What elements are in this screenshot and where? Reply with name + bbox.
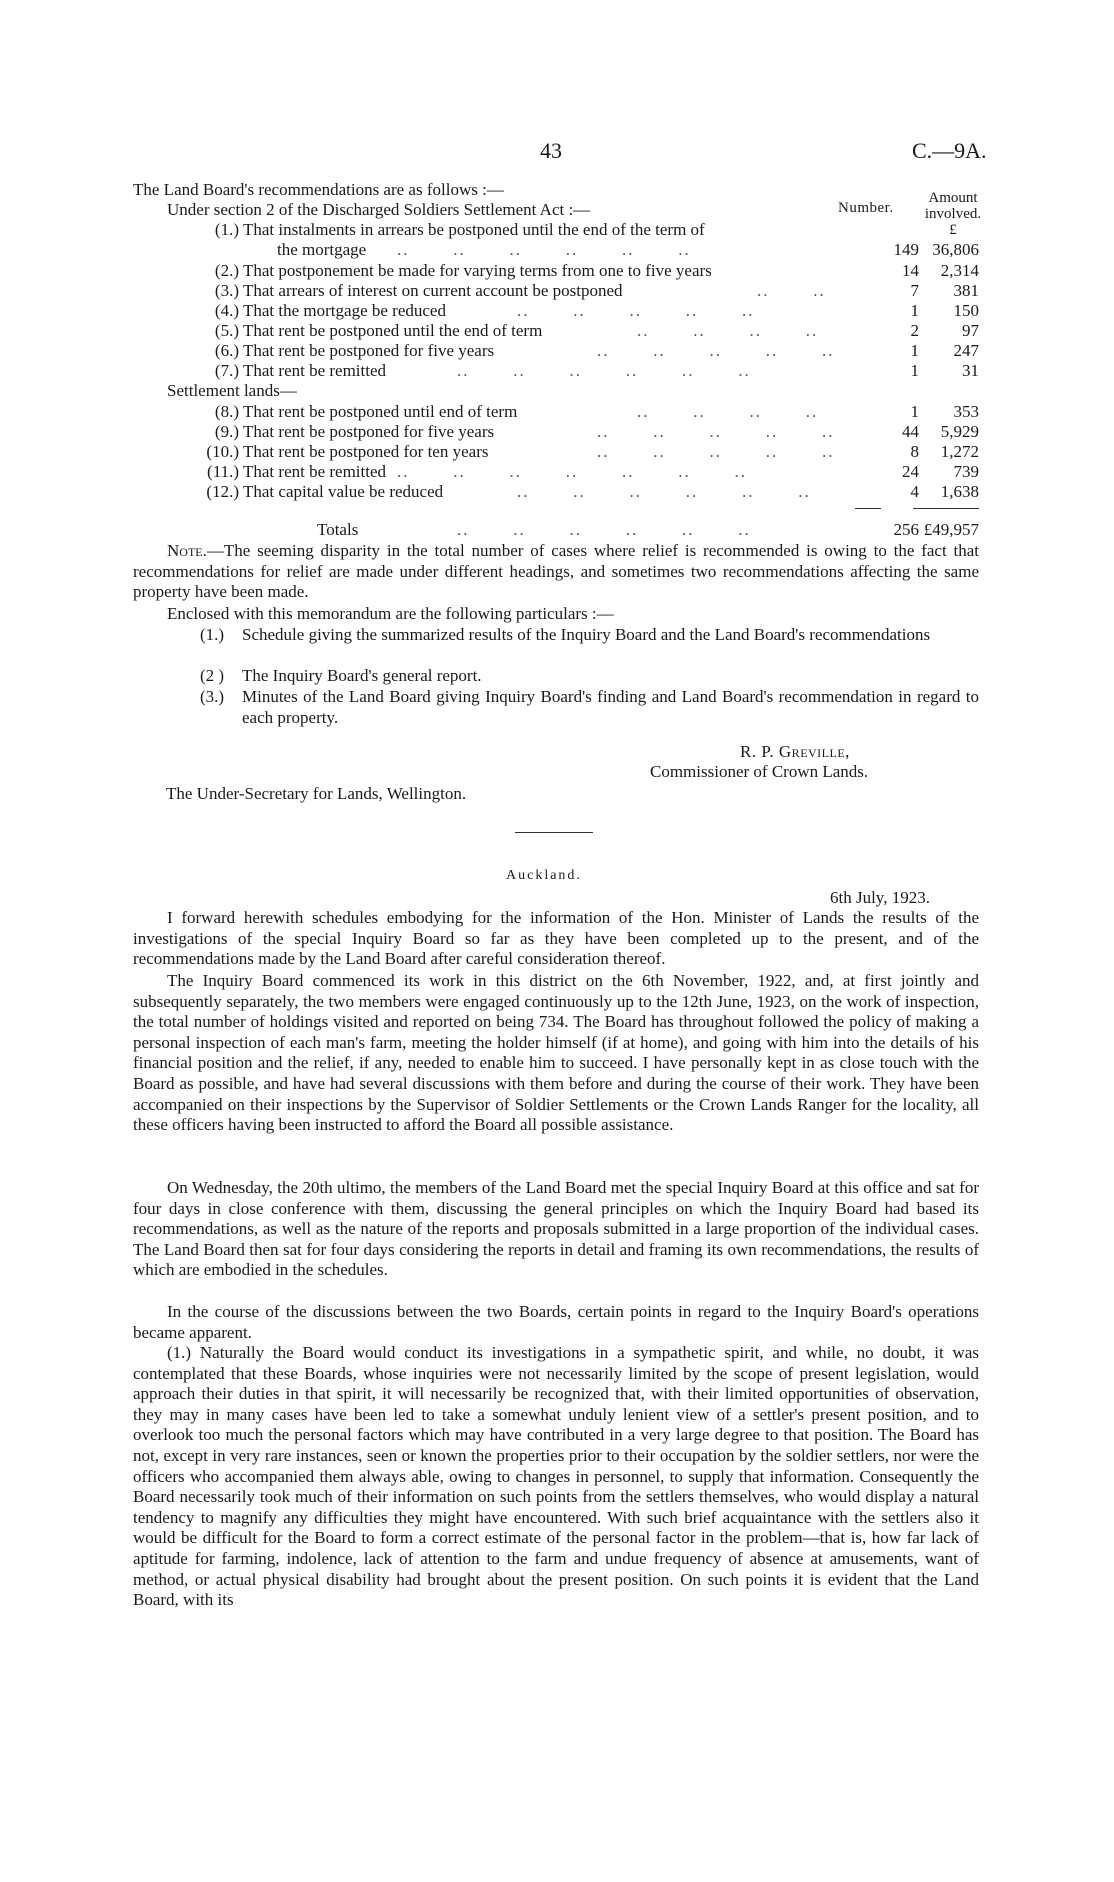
row-number: (11.) (207, 462, 239, 481)
note-paragraph (133, 541, 979, 603)
enclosed-item-number: (3.) (200, 687, 225, 706)
row-count: 8 (910, 442, 919, 461)
table-row (133, 261, 979, 281)
dot-leader: .. .. .. .. .. .. .. (397, 462, 747, 481)
row-number: (5.) (214, 321, 239, 340)
note-label: Note. (167, 541, 207, 560)
row-amount: 5,929 (940, 422, 979, 441)
row-text: That arrears of interest on current account be postponed (243, 281, 623, 300)
row-amount: 353 (953, 402, 979, 421)
totals-amount: £49,957 (923, 520, 979, 539)
row-amount: 739 (953, 462, 979, 481)
enclosed-item-text: Schedule giving the summarized results of the Inquiry Board and the Land Board's recommendations (242, 625, 931, 644)
row-text: That rent be postponed for five years (243, 341, 495, 360)
row-count: 7 (910, 281, 919, 300)
row-amount: 97 (962, 321, 979, 340)
enclosed-item-number: (1.) (200, 625, 225, 644)
row-amount: 1,272 (940, 442, 979, 461)
row-text: That capital value be reduced (243, 482, 444, 501)
row-amount: 2,314 (940, 261, 979, 280)
row-amount: 31 (962, 361, 979, 380)
row-count: 1 (910, 402, 919, 421)
page-number: 43 (540, 138, 562, 163)
row-count: 149 (893, 240, 919, 259)
note-text: —The seeming disparity in the total number of cases where relief is recommended is owing to the fact that recommendations for relief are made under different headings, and sometimes two recommendations affecting the same property have been made. (133, 541, 979, 602)
table-row (133, 462, 979, 482)
dot-leader: .. .. .. .. (637, 402, 819, 421)
table-row (133, 341, 979, 361)
row-text: That rent be remitted (243, 361, 387, 380)
dot-leader: .. .. (757, 281, 826, 300)
signature-name: R. P. Greville, (740, 742, 850, 761)
totals-row (133, 520, 979, 540)
enclosed-item-number: (2 ) (200, 666, 225, 685)
row-number: (6.) (214, 341, 239, 360)
dot-leader: .. .. .. .. .. .. (457, 361, 751, 380)
row-number: (9.) (214, 422, 239, 441)
row-text: That rent be postponed until the end of term (243, 321, 543, 340)
column-header-amount-line2: involved. (924, 206, 982, 222)
document-reference: C.—9A. (912, 138, 987, 163)
table-row (133, 402, 979, 422)
row-number: (12.) (206, 482, 239, 501)
intro-line-1: The Land Board's recommendations are as follows :— (133, 180, 504, 199)
row-amount: 36,806 (932, 240, 979, 259)
enclosed-item (200, 687, 979, 729)
row-count: 4 (910, 482, 919, 501)
dot-leader: .. .. .. .. .. (597, 422, 835, 441)
dot-leader: .. .. .. .. .. .. (397, 240, 691, 259)
row-text: That rent be postponed until end of term (243, 402, 518, 421)
row-amount: 150 (953, 301, 979, 320)
dot-leader: .. .. .. .. .. .. (457, 520, 751, 539)
table-row (133, 321, 979, 341)
row-text: That instalments in arrears be postponed until the end of the term of (243, 220, 705, 239)
enclosed-item-text: Minutes of the Land Board giving Inquiry Board's finding and Land Board's recommendation in regard to each property. (242, 687, 979, 727)
dot-leader: .. .. .. .. .. (597, 442, 835, 461)
enclosed-intro: Enclosed with this memorandum are the following particulars :— (167, 604, 614, 623)
dot-leader: .. .. .. .. .. (517, 301, 755, 320)
row-number: (3.) (214, 281, 239, 300)
row-count: 44 (902, 422, 919, 441)
dot-leader: .. .. .. .. .. (597, 341, 835, 360)
letter-date: 6th July, 1923. (830, 888, 930, 907)
row-amount: 247 (953, 341, 979, 360)
row-amount: 381 (953, 281, 979, 300)
table-row (133, 482, 979, 502)
row-count: 24 (902, 462, 919, 481)
row-number: (4.) (214, 301, 239, 320)
row-number: (8.) (214, 402, 239, 421)
dot-leader: .. .. .. .. .. .. (517, 482, 811, 501)
row-number: (2.) (214, 261, 239, 280)
table-row (133, 442, 979, 462)
row-text-continued: the mortgage (277, 240, 367, 259)
enclosed-item (200, 625, 979, 667)
column-header-amount-unit: £ (949, 222, 957, 238)
table-row-continuation (133, 240, 979, 260)
body-paragraph-3: On Wednesday, the 20th ultimo, the members of the Land Board met the special Inquiry Board at this office and sat for four days in close conference with them, discussing the general principles on which the Inquiry Board had based its recommendations, as well as the nature of the reports and proposals submitted in a large proportion of the individual cases. The Land Board then sat for four days considering the reports in detail and framing its own recommendations, the results of which are embodied in the schedules. (133, 1178, 979, 1280)
amount-rule (913, 508, 979, 509)
row-count: 2 (910, 321, 919, 340)
section-title: Auckland. (506, 868, 582, 883)
table-row (133, 281, 979, 301)
row-number: (1.) (214, 220, 239, 239)
row-count: 14 (902, 261, 919, 280)
body-paragraph-1: I forward herewith schedules embodying for the information of the Hon. Minister of Lands the results of the investigations of the special Inquiry Board so far as they have been completed up to the present, and of the recommendations made by the Land Board after careful consideration thereof. (133, 908, 979, 969)
table-row (133, 361, 979, 381)
table-row (133, 220, 979, 240)
enclosed-item (200, 666, 979, 687)
body-paragraph-4: In the course of the discussions between the two Boards, certain points in regard to the Inquiry Board's operations became apparent. (133, 1302, 979, 1342)
settlement-lands-subheading: Settlement lands— (167, 381, 297, 400)
totals-label: Totals (317, 520, 359, 539)
section-separator (515, 832, 593, 833)
row-number: (7.) (214, 361, 239, 380)
row-text: That rent be postponed for five years (243, 422, 495, 441)
totals-number: 256 (893, 520, 919, 539)
signature-title: Commissioner of Crown Lands. (650, 762, 869, 781)
column-header-amount-line1: Amount (928, 190, 978, 206)
table-row (133, 422, 979, 442)
number-rule (855, 508, 881, 509)
row-amount: 1,638 (940, 482, 979, 501)
row-number: (10.) (206, 442, 239, 461)
table-row (133, 301, 979, 321)
body-paragraph-5: (1.) Naturally the Board would conduct its investigations in a sympathetic spirit, and while, no doubt, it was contemplated that these Boards, whose inquiries were not necessarily limited by the scope of present legislation, would approach their duties in that spirit, it will necessarily be recognized that, with their limited opportunities of observation, they may in many cases have been led to take a somewhat unduly lenient view of a settler's present position, and to overlook too much the personal factors which may have contributed in a very large degree to that position. The Board has not, except in very rare instances, seen or known the properties prior to their occupation by the soldier settlers, nor were the officers who accompanied them always able, owing to changes in personnel, to supply that information. Consequently the Board necessarily took much of their information on such points from the settlers themselves, who would display a natural tendency to magnify any difficulties they might have encountered. With such brief acquaintance with the settlers also it would be difficult for the Board to form a correct estimate of the personal factor in the problem—that is, how far lack of aptitude for farming, indolence, lack of attention to the farm and undue frequency of absence at amusements, want of method, or actual physical disability had brought about the present position. On such points it is evident that the Land Board, with its (133, 1343, 979, 1610)
column-header-number: Number. (838, 200, 894, 216)
intro-line-2: Under section 2 of the Discharged Soldiers Settlement Act :— (167, 200, 591, 220)
dot-leader: .. .. .. .. (637, 321, 819, 340)
addressee: The Under-Secretary for Lands, Wellington. (166, 784, 467, 803)
row-text: That the mortgage be reduced (243, 301, 446, 320)
row-text: That rent be remitted (243, 462, 387, 481)
row-count: 1 (910, 341, 919, 360)
row-count: 1 (910, 361, 919, 380)
body-paragraph-2: The Inquiry Board commenced its work in this district on the 6th November, 1922, and, at first jointly and subsequently separately, the two members were engaged continuously up to the 12th June, 1923, on the work of inspection, the total number of holdings visited and reported on being 734. The Board has throughout followed the policy of making a personal inspection of each man's farm, meeting the holder himself (if at home), and going with him into the details of his financial position and the relief, if any, needed to enable him to succeed. I have personally kept in as close touch with the Board as possible, and have had several discussions with them before and during the course of their work. They have been accompanied on their inspections by the Supervisor of Soldier Settlements or the Crown Lands Ranger for the locality, all these officers having been instructed to afford the Board all possible assistance. (133, 971, 979, 1135)
row-text: That postponement be made for varying terms from one to five years (243, 261, 712, 280)
row-text: That rent be postponed for ten years (243, 442, 489, 461)
row-count: 1 (910, 301, 919, 320)
enclosed-item-text: The Inquiry Board's general report. (242, 666, 482, 685)
